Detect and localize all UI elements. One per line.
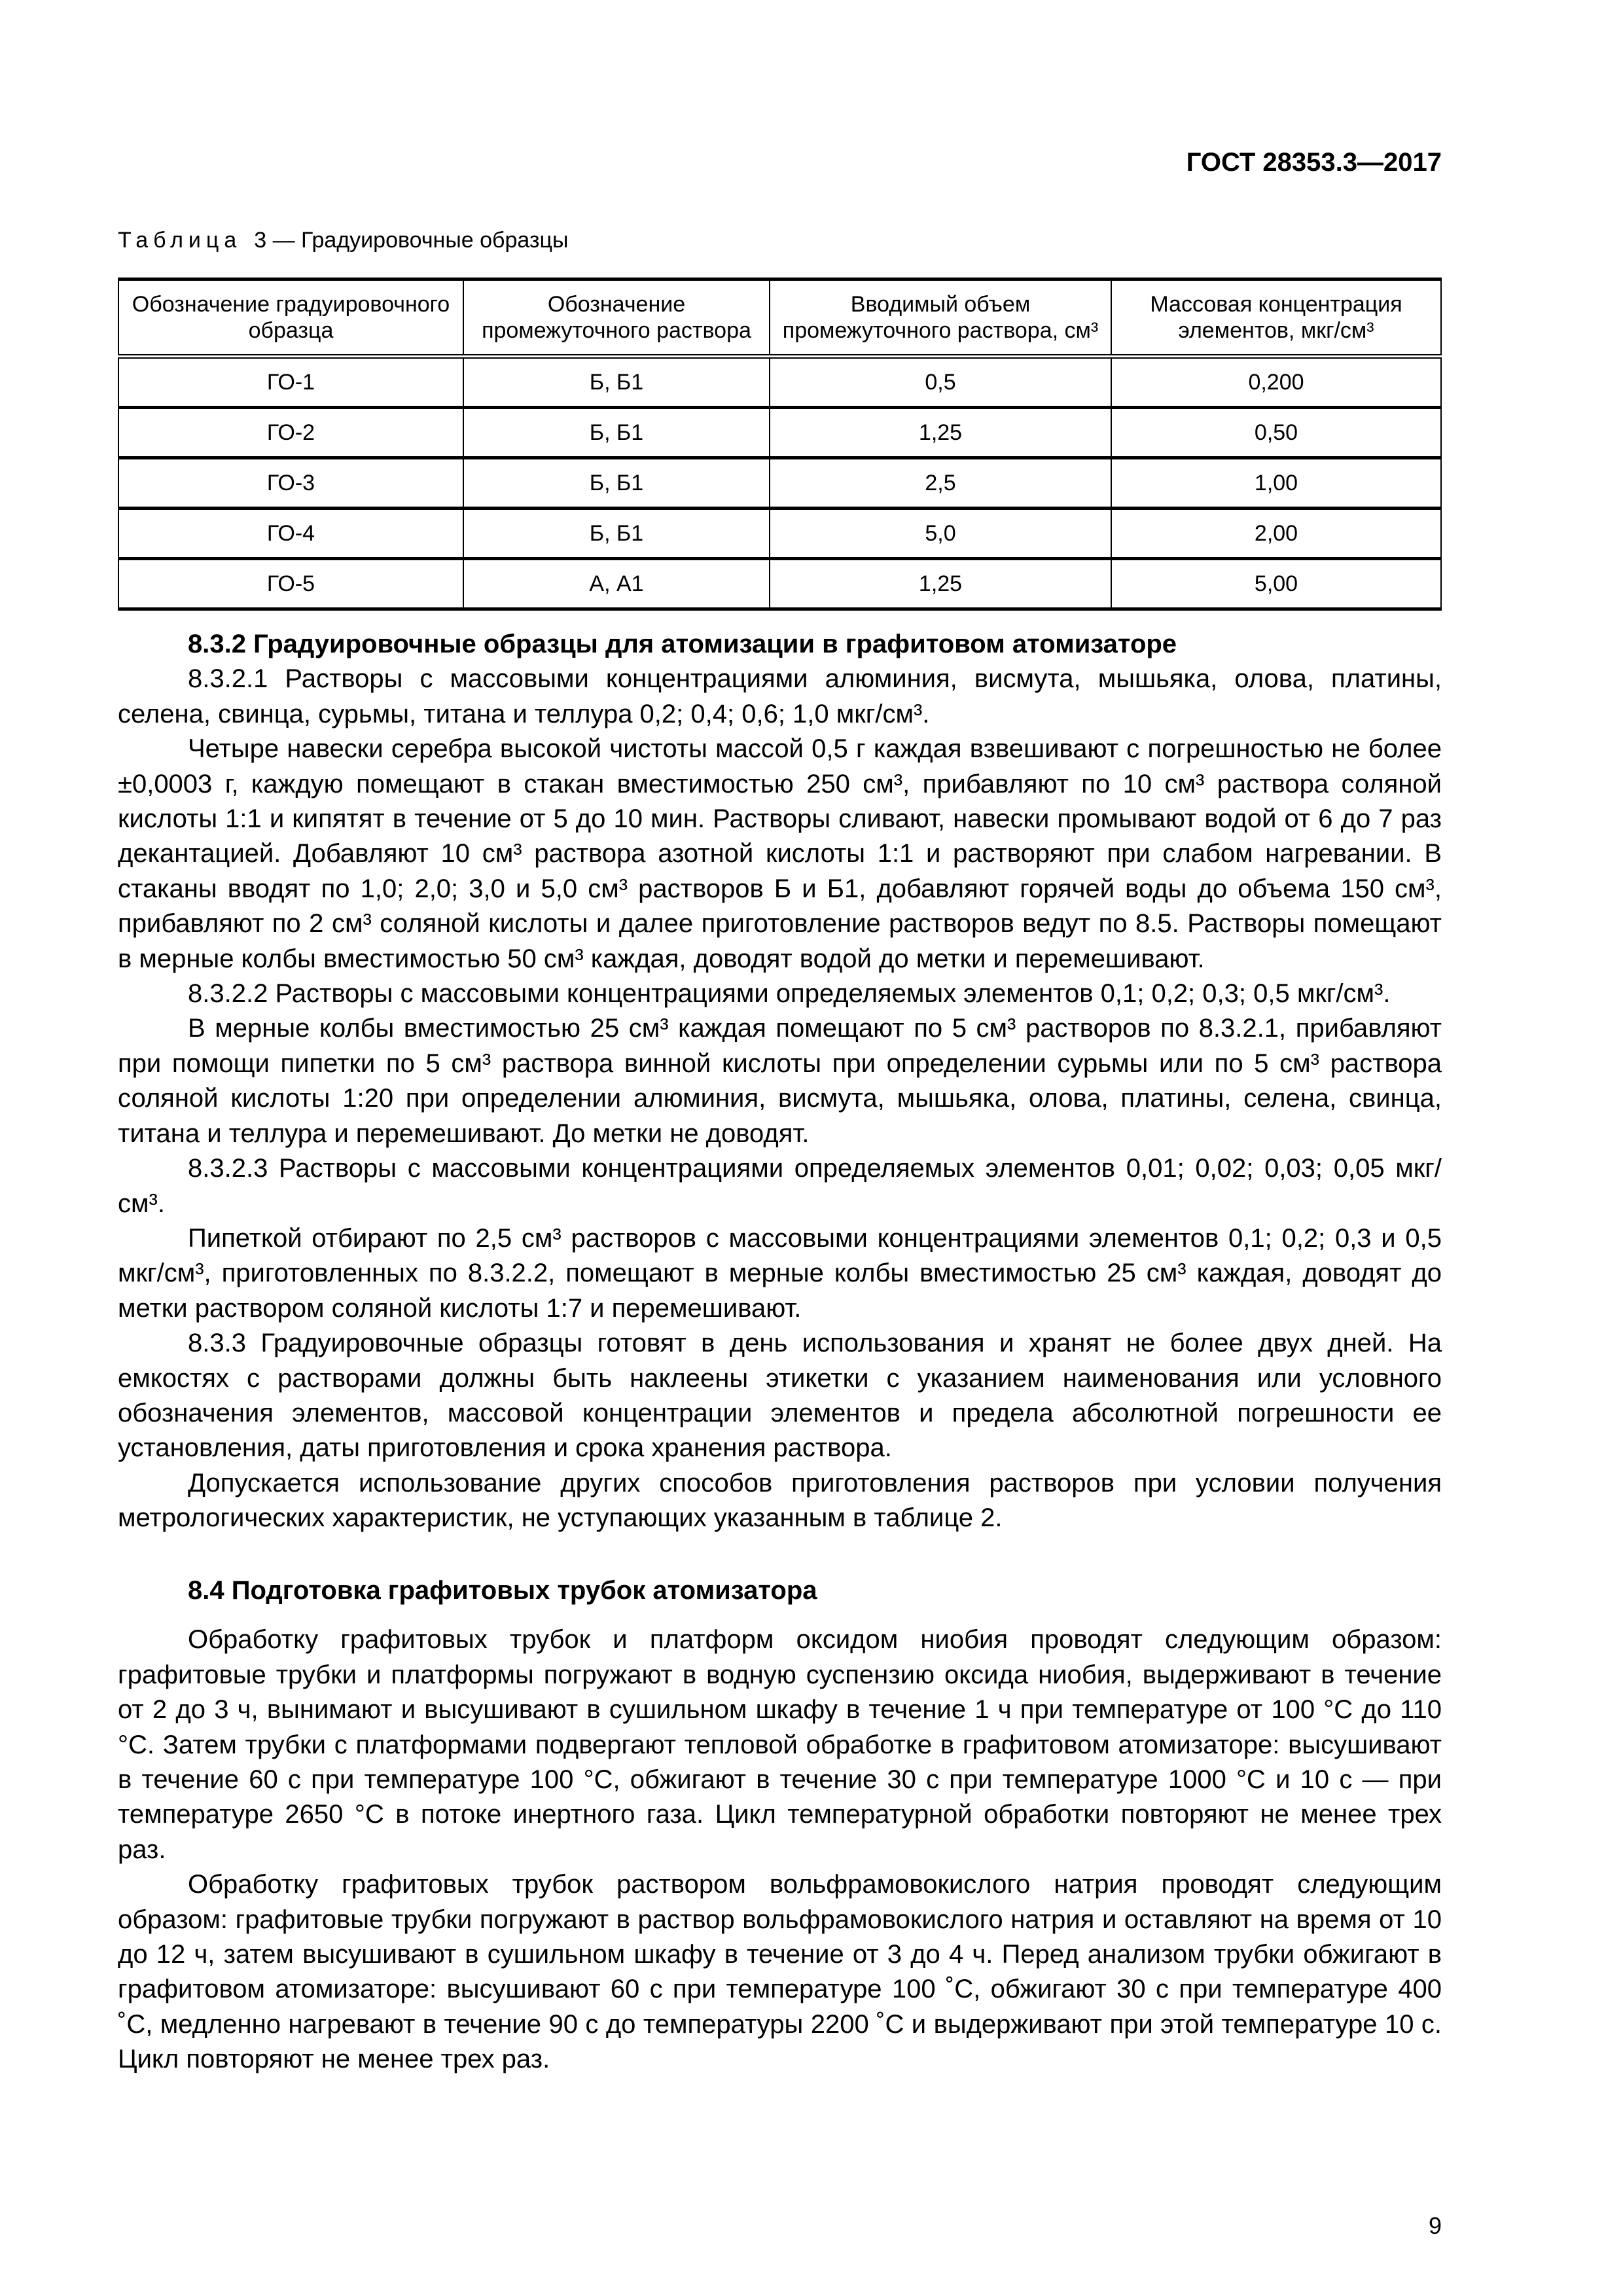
column-header: Массовая концентрация элементов, мкг/см³ (1111, 279, 1441, 357)
table-caption-text: 3 — Градуировочные образцы (254, 228, 569, 253)
table-cell: ГО-1 (118, 357, 463, 408)
table-cell: Б, Б1 (463, 408, 770, 458)
table-cell: 0,5 (770, 357, 1111, 408)
column-header: Обозначение градуировочного образца (118, 279, 463, 357)
paragraph: Четыре навески серебра высокой чистоты массой 0,5 г каждая взвешивают с погрешностью не более ±0,0003 г, каждую помещают в стакан вместимостью 250 см³, прибавляют по 10 см³ раствора соляной кислоты 1:1 и кипятят в течение от 5 до 10 мин. Растворы сливают, навески промывают водой от 6 до 7 раз декантацией. Добавляют 10 см³ раствора азотной кислоты 1:1 и растворяют при слабом нагревании. В стаканы вводят по 1,0; 2,0; 3,0 и 5,0 см³ растворов Б и Б1, добавляют горячей воды до объема 150 см³, прибавляют по 2 см³ соляной кислоты и далее приготовление растворов ведут по 8.5. Растворы помещают в мерные колбы вместимостью 50 см³ каждая, доводят водой до метки и перемешивают. (118, 734, 1442, 973)
column-header: Вводимый объем промежуточного раствора, см³ (770, 279, 1111, 357)
table-row (118, 408, 1441, 458)
section-heading: 8.4 Подготовка графитовых трубок атомизатора (188, 1576, 817, 1605)
paragraph: 8.3.2.2 Растворы с массовыми концентрациями определяемых элементов 0,1; 0,2; 0,3; 0,5 мкг/см³. (188, 979, 1391, 1009)
table-cell: 1,25 (770, 559, 1111, 609)
section-8-4 (118, 1573, 1442, 2077)
paragraph: В мерные колбы вместимостью 25 см³ каждая помещают по 5 см³ растворов по 8.3.2.1, прибавляют при помощи пипетки по 5 см³ раствора винной кислоты при определении сурьмы или по 5 см³ раствора соляной кислоты 1:20 при определении алюминия, висмута, мышьяка, олова, платины, селена, свинца, титана и теллура и перемешивают. До метки не доводят. (118, 1014, 1442, 1148)
table-row (118, 559, 1441, 609)
paragraph: Пипеткой отбирают по 2,5 см³ растворов с массовыми концентрациями элементов 0,1; 0,2; 0,3 и 0,5 мкг/см³, приготовленных по 8.3.2.2, помещают в мерные колбы вместимостью 25 см³ каждая, доводят до метки раствором соляной кислоты 1:7 и перемешивают. (118, 1223, 1442, 1323)
paragraph: Обработку графитовых трубок раствором вольфрамовокислого натрия проводят следующим образом: графитовые трубки погружают в раствор вольфрамовокислого натрия и оставляют на время от 10 до 12 ч, затем высушивают в сушильном шкафу в течение от 3 до 4 ч. Перед анализом трубки обжигают в графитовом атомизаторе: высушивают 60 с при температуре 100 ˚С, обжигают 30 с при температуре 400 ˚С, медленно нагревают в течение 90 с до температуры 2200 ˚С и выдерживают при этой температуре 10 с. Цикл повторяют не менее трех раз. (118, 1870, 1442, 2074)
paragraph: 8.3.2.1 Растворы с массовыми концентрациями алюминия, висмута, мышьяка, олова, платины, селена, свинца, сурьмы, титана и теллура 0,2; 0,4; 0,6; 1,0 мкг/см³. (118, 664, 1442, 728)
table-cell: ГО-3 (118, 458, 463, 509)
table-cell: 5,0 (770, 509, 1111, 559)
table-row (118, 357, 1441, 408)
section-heading: 8.3.2 Градуировочные образцы для атомизации в графитовом атомизаторе (188, 630, 1177, 658)
paragraph: Обработку графитовых трубок и платформ оксидом ниобия проводят следующим образом: графитовые трубки и платформы погружают в водную суспензию оксида ниобия, выдерживают в течение от 2 до 3 ч, вынимают и высушивают в сушильном шкафу в течение 1 ч при температуре от 100 °С до 110 °С. Затем трубки с платформами подвергают тепловой обработке в графитовом атомизаторе: высушивают в течение 60 с при температуре 100 °С, обжигают в течение 30 с при температуре 1000 °С и 10 с — при температуре 2650 °С в потоке инертного газа. Цикл температурной обработки повторяют не менее трех раз. (118, 1625, 1442, 1864)
table-caption-prefix: Таблица (118, 228, 242, 253)
table-cell: 2,5 (770, 458, 1111, 509)
calibration-samples-table (118, 278, 1442, 611)
table-cell: ГО-2 (118, 408, 463, 458)
table-cell: ГО-4 (118, 509, 463, 559)
table-cell: 2,00 (1111, 509, 1441, 559)
table-row (118, 458, 1441, 509)
table-row (118, 509, 1441, 559)
document-id: ГОСТ 28353.3—2017 (1186, 148, 1442, 177)
page-number: 9 (1428, 2212, 1442, 2239)
paragraph: Допускается использование других способов приготовления растворов при условии получения метрологических характеристик, не уступающих указанным в таблице 2. (118, 1468, 1442, 1533)
table-cell: ГО-5 (118, 559, 463, 609)
table-cell: 0,50 (1111, 408, 1441, 458)
table-cell: А, А1 (463, 559, 770, 609)
section-8-3-2 (118, 627, 1442, 1536)
table-caption (118, 228, 568, 253)
table-cell: 0,200 (1111, 357, 1441, 408)
table-cell: Б, Б1 (463, 357, 770, 408)
paragraph: 8.3.2.3 Растворы с массовыми концентрациями определяемых элементов 0,01; 0,02; 0,03; 0,05 мкг/см³. (118, 1154, 1442, 1218)
table-cell: 1,00 (1111, 458, 1441, 509)
table-cell: 1,25 (770, 408, 1111, 458)
table-cell: Б, Б1 (463, 509, 770, 559)
table-header-row (118, 279, 1441, 357)
column-header: Обозначение промежуточного раствора (463, 279, 770, 357)
table-cell: 5,00 (1111, 559, 1441, 609)
table-cell: Б, Б1 (463, 458, 770, 509)
paragraph: 8.3.3 Градуировочные образцы готовят в день использования и хранят не более двух дней. На емкостях с растворами должны быть наклеены этикетки с указанием наименования или условного обозначения элементов, массовой концентрации элементов и предела абсолютной погрешности ее установления, даты приготовления и срока хранения раствора. (118, 1329, 1442, 1463)
